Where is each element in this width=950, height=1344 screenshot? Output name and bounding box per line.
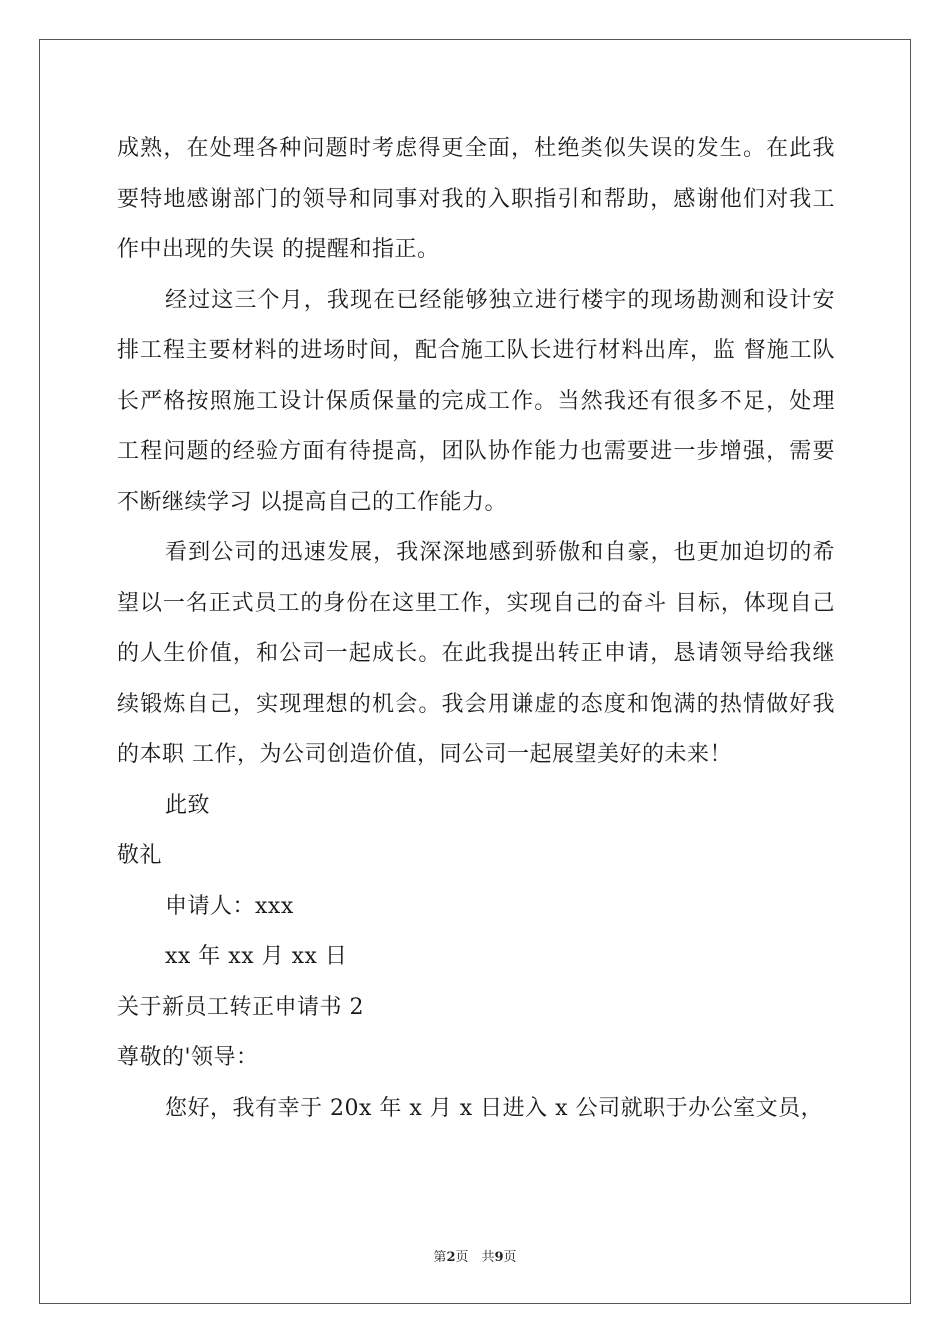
paragraph-3: 看到公司的迅速发展，我深深地感到骄傲和自豪，也更加迫切的希望以一名正式员工的身份在这里工作，实现自己的奋斗 目标，体现自己的人生价值，和公司一起成长。在此我提出转正申请，恳请领导给我继续锻炼自己，实现理想的机会。我会用谦虚的态度和饱满的热情做好我的本职 工作，为公司创造价值，同公司一起展望美好的未来！ [117, 540, 835, 767]
page-mid: 页 共 [455, 1250, 495, 1265]
page-prefix: 第 [433, 1250, 447, 1265]
section-title: 关于新员工转正申请书 2 [117, 994, 364, 1020]
closing-regards: 敬礼 [117, 843, 163, 868]
page-current: 2 [446, 1250, 456, 1265]
date-line: xx 年 xx 月 xx 日 [165, 944, 348, 969]
page-total: 9 [494, 1250, 504, 1265]
document-body [117, 124, 835, 1134]
page-footer [0, 1246, 950, 1265]
paragraph-1: 成熟，在处理各种问题时考虑得更全面，杜绝类似失误的发生。在此我要特地感谢部门的领导和同事对我的入职指引和帮助，感谢他们对我工作中出现的失误 的提醒和指正。 [117, 136, 835, 262]
page-suffix: 页 [503, 1250, 517, 1265]
paragraph-2: 经过这三个月，我现在已经能够独立进行楼宇的现场勘测和设计安排工程主要材料的进场时间，配合施工队长进行材料出库，监 督施工队长严格按照施工设计保质保量的完成工作。当然我还有很多不足，处理工程问题的经验方面有待提高，团队协作能力也需要进一步增强，需要不断继续学习 以提高自己的工作能力。 [117, 287, 835, 515]
applicant-line: 申请人：xxx [165, 893, 294, 919]
opening-line: 您好，我有幸于 20x 年 x 月 x 日进入 x 公司就职于办公室文员， [165, 1095, 824, 1121]
greeting-line: 尊敬的'领导： [117, 1045, 259, 1070]
closing-salutation: 此致 [165, 792, 211, 818]
